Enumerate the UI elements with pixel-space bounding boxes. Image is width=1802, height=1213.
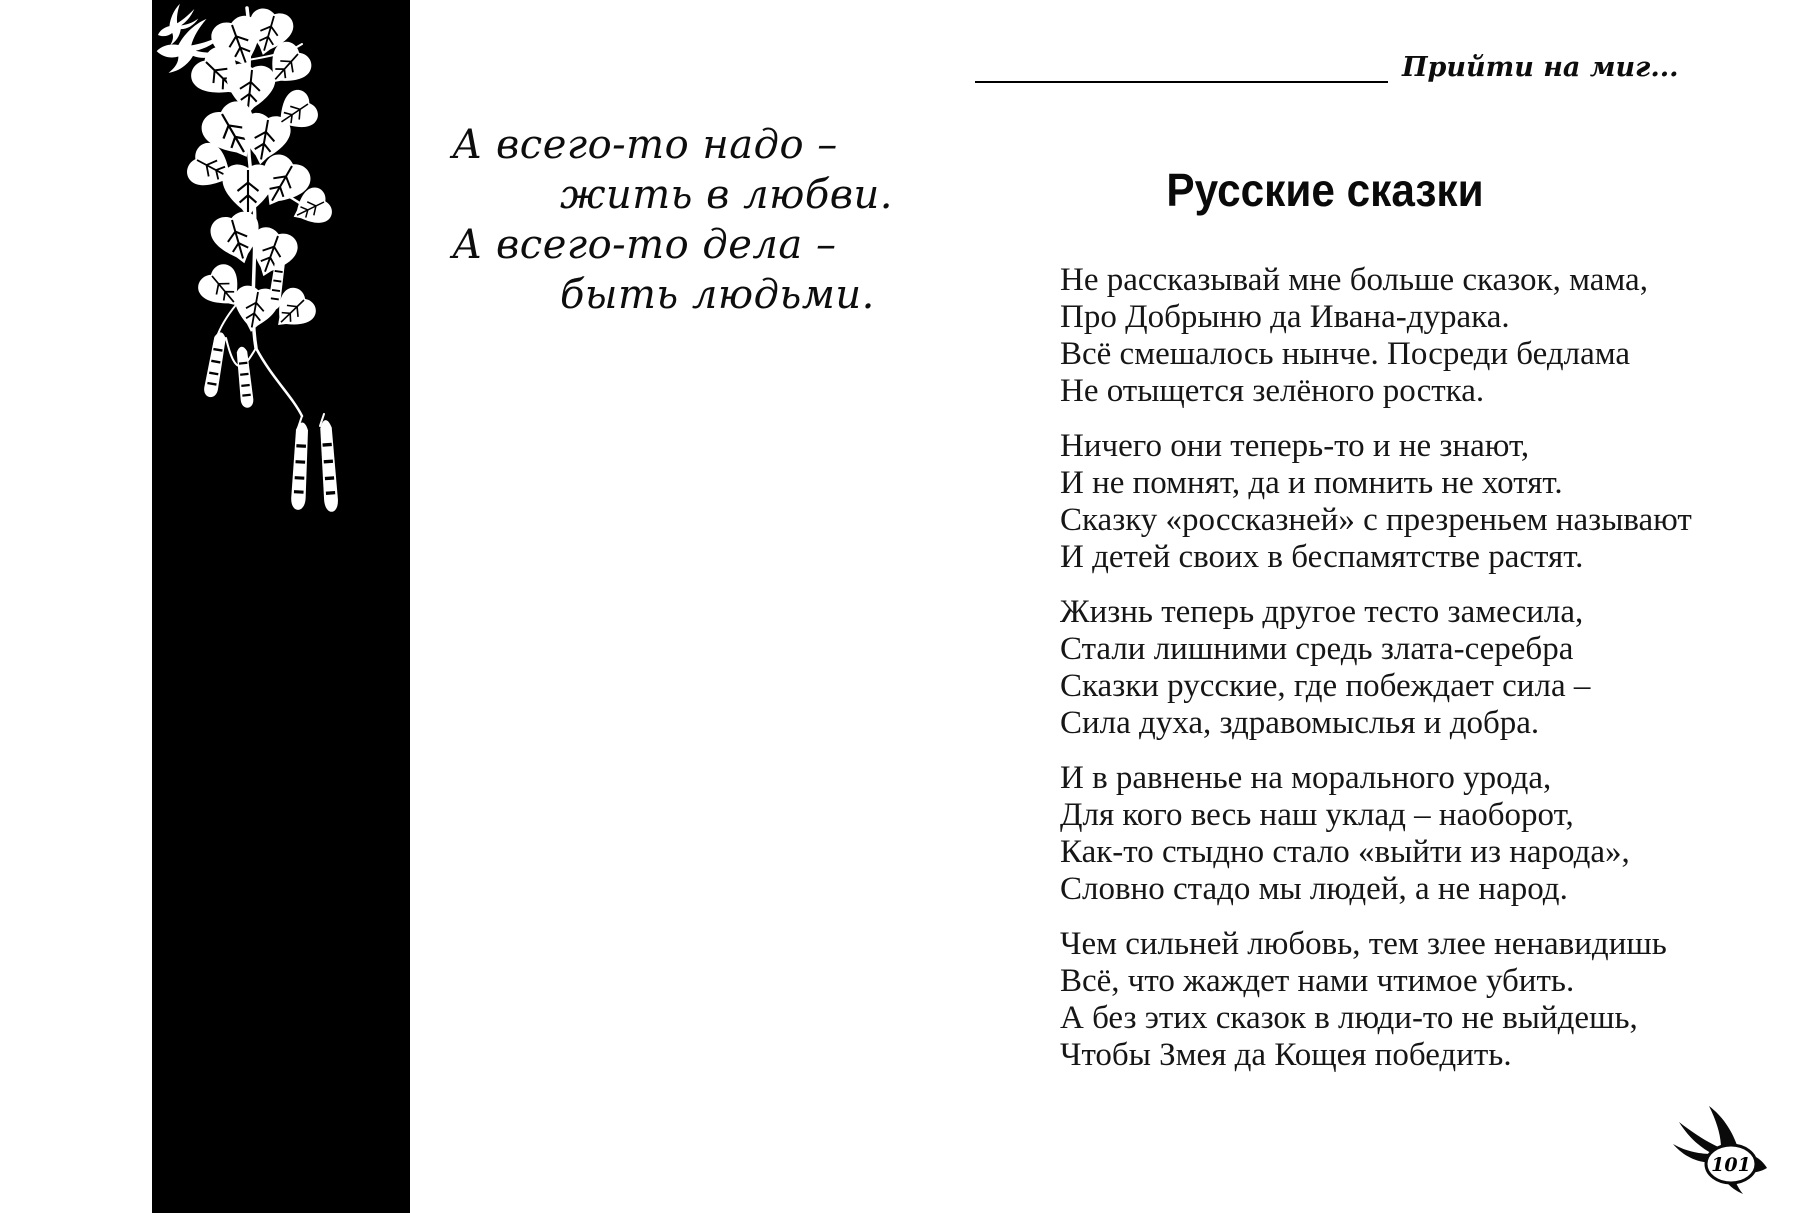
quote-line: А всего-то дела – — [452, 222, 837, 268]
poem-line: Сказки русские, где побеждает сила – — [1060, 668, 1591, 704]
poem-line: Не отыщется зелёного ростка. — [1060, 373, 1485, 409]
poem-line: Чем сильней любовь, тем злее ненавидишь — [1060, 926, 1667, 962]
page-number: 101 — [1711, 1154, 1751, 1176]
poem-line: Всё, что жаждет нами чтимое убить. — [1060, 963, 1575, 999]
poem-line: Как-то стыдно стало «выйти из народа», — [1060, 834, 1630, 870]
poem-line: И не помнят, да и помнить не хотят. — [1060, 465, 1563, 501]
stanza — [1060, 262, 1660, 410]
running-head-text: Прийти на миг... — [1402, 52, 1679, 83]
poem-line: Сказку «россказней» с презреньем называют — [1060, 502, 1692, 538]
left-quote — [452, 120, 894, 320]
poem-line: Сила духа, здравомыслья и добра. — [1060, 705, 1540, 741]
stanza — [1060, 594, 1660, 742]
swallow-icon — [152, 0, 236, 92]
poem-line: Жизнь теперь другое тесто замесила, — [1060, 594, 1584, 630]
running-head — [1398, 52, 1679, 83]
stanza — [1060, 428, 1692, 576]
poem-line: Чтобы Змея да Кощея победить. — [1060, 1037, 1512, 1073]
poem-line: Для кого весь наш уклад – наоборот, — [1060, 797, 1574, 833]
poem-line: Про Добрыню да Ивана-дурака. — [1060, 299, 1510, 335]
quote-line: жить в любви. — [560, 172, 894, 218]
left-black-band — [152, 0, 410, 1213]
poem-line: Всё смешалось нынче. Посреди бедлама — [1060, 336, 1631, 372]
running-head-rule — [975, 81, 1388, 83]
poem-line: И в равненье на морального урода, — [1060, 760, 1552, 796]
page-title: Русские сказки — [1166, 164, 1484, 216]
stanza — [1060, 926, 1667, 1074]
page-number-badge — [1648, 1098, 1786, 1198]
poem-line: Словно стадо мы людей, а не народ. — [1060, 871, 1568, 907]
poem-line: И детей своих в беспамятстве растят. — [1060, 539, 1584, 575]
stanza — [1060, 760, 1660, 908]
quote-line: быть людьми. — [560, 272, 875, 318]
poem-line: Не рассказывай мне больше сказок, мама, — [1060, 262, 1648, 298]
poem-line: Ничего они теперь-то и не знают, — [1060, 428, 1530, 464]
poem — [1060, 262, 1692, 1092]
poem-line: А без этих сказок в люди-то не выйдешь, — [1060, 1000, 1638, 1036]
quote-line: А всего-то надо – — [452, 122, 838, 168]
poem-line: Стали лишними средь злата-серебра — [1060, 631, 1574, 667]
